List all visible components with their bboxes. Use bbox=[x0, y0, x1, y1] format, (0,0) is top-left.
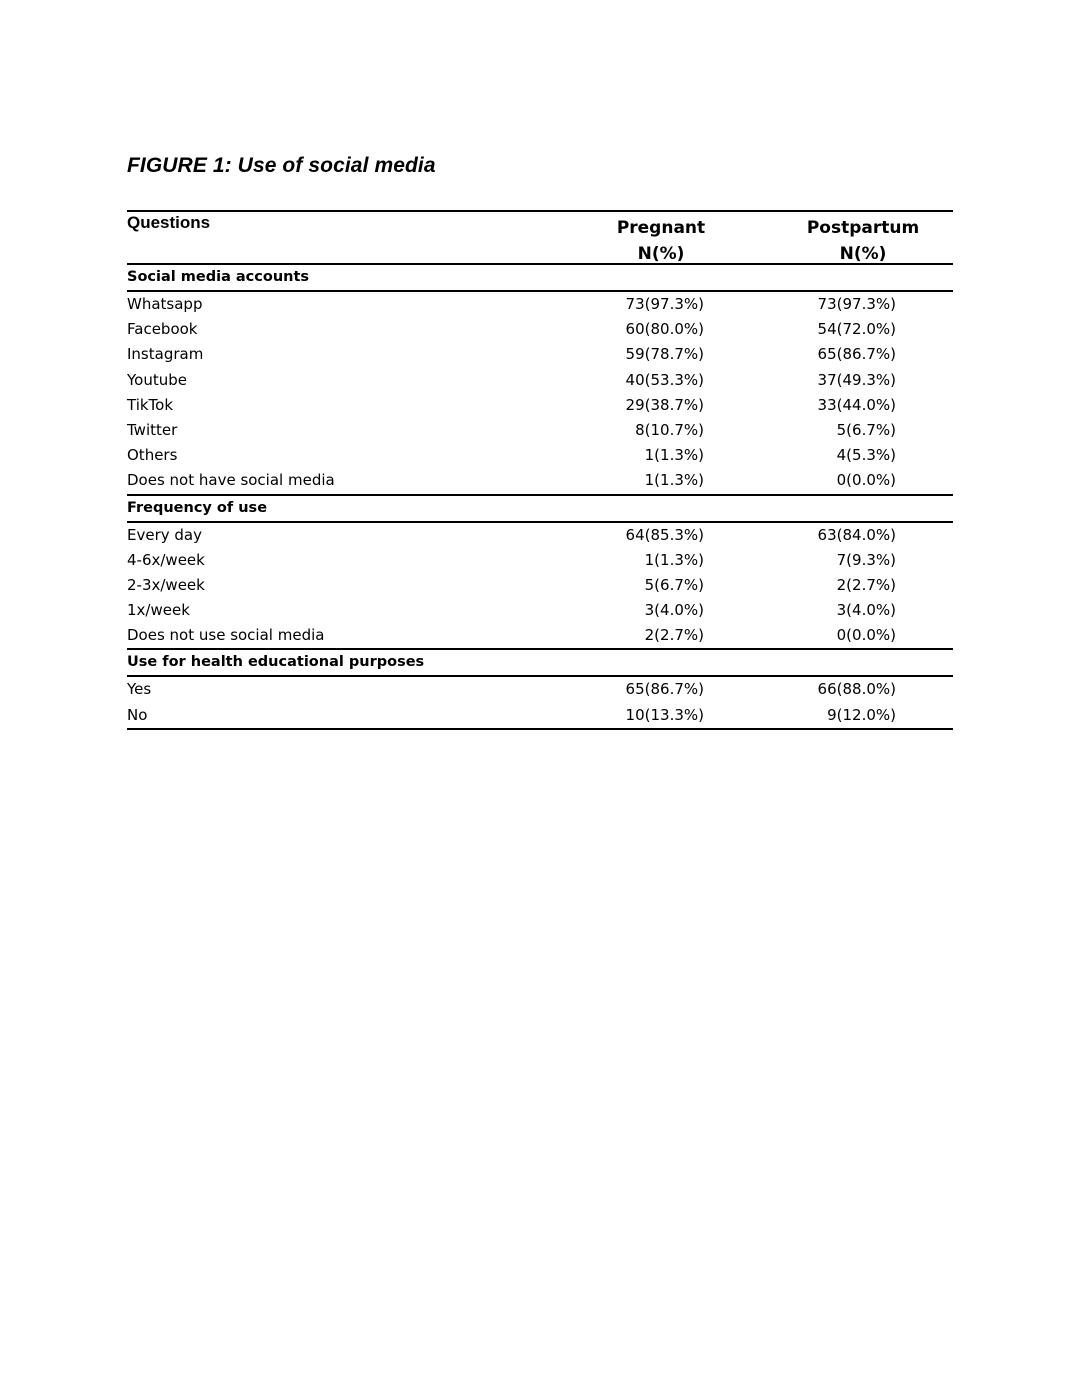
postpartum-value: 7(9.3%) bbox=[836, 550, 896, 569]
table-row bbox=[127, 677, 953, 702]
pregnant-value: 1(1.3%) bbox=[644, 471, 704, 490]
section-header: Social media accounts bbox=[127, 265, 953, 292]
postpartum-value: 0(0.0%) bbox=[836, 471, 896, 490]
postpartum-value: 5(6.7%) bbox=[836, 420, 896, 439]
postpartum-value: 54(72.0%) bbox=[817, 320, 896, 339]
table-row bbox=[127, 548, 953, 573]
row-label: Youtube bbox=[127, 370, 187, 389]
pregnant-value: 2(2.7%) bbox=[644, 626, 704, 645]
table-row bbox=[127, 418, 953, 443]
row-label: Does not use social media bbox=[127, 626, 325, 645]
row-label: Does not have social media bbox=[127, 471, 335, 490]
row-label: Twitter bbox=[127, 420, 178, 439]
section-header: Use for health educational purposes bbox=[127, 650, 953, 677]
postpartum-value: 33(44.0%) bbox=[817, 395, 896, 414]
pregnant-value: 29(38.7%) bbox=[625, 395, 704, 414]
row-label: No bbox=[127, 705, 148, 724]
postpartum-value: 73(97.3%) bbox=[817, 295, 896, 313]
row-label: 2-3x/week bbox=[127, 575, 205, 594]
postpartum-value: 66(88.0%) bbox=[817, 680, 896, 699]
pregnant-value: 1(1.3%) bbox=[644, 446, 704, 465]
pregnant-value: 8(10.7%) bbox=[635, 420, 704, 439]
postpartum-value: 63(84.0%) bbox=[817, 525, 896, 544]
postpartum-value: 3(4.0%) bbox=[836, 601, 896, 620]
pregnant-column-header bbox=[601, 215, 721, 267]
row-label: 4-6x/week bbox=[127, 550, 205, 569]
table-row bbox=[127, 393, 953, 418]
row-label: 1x/week bbox=[127, 601, 190, 620]
table-row bbox=[127, 342, 953, 367]
table-row bbox=[127, 523, 953, 548]
postpartum-value: 37(49.3%) bbox=[817, 370, 896, 389]
table-row bbox=[127, 368, 953, 393]
table-header-row bbox=[127, 212, 953, 265]
table-row bbox=[127, 573, 953, 598]
pregnant-value: 73(97.3%) bbox=[625, 295, 704, 313]
table-body bbox=[127, 265, 953, 730]
table-row bbox=[127, 598, 953, 623]
pregnant-value: 1(1.3%) bbox=[644, 550, 704, 569]
pregnant-column-name: Pregnant bbox=[616, 218, 706, 238]
pregnant-value: 64(85.3%) bbox=[625, 525, 704, 544]
pregnant-value: 5(6.7%) bbox=[644, 575, 704, 594]
postpartum-value: 9(12.0%) bbox=[827, 705, 896, 724]
row-label: Every day bbox=[127, 525, 202, 544]
table-row bbox=[127, 703, 953, 730]
figure-title: FIGURE 1: Use of social media bbox=[127, 154, 436, 177]
row-label: Yes bbox=[127, 680, 152, 699]
pregnant-value: 59(78.7%) bbox=[625, 345, 704, 364]
pregnant-value: 3(4.0%) bbox=[644, 601, 704, 620]
postpartum-value: 2(2.7%) bbox=[836, 575, 896, 594]
postpartum-value: 4(5.3%) bbox=[836, 446, 896, 465]
row-label: Others bbox=[127, 446, 178, 465]
postpartum-value: 0(0.0%) bbox=[836, 626, 896, 645]
social-media-table bbox=[127, 210, 953, 730]
questions-column-header: Questions bbox=[127, 213, 211, 232]
row-label: Facebook bbox=[127, 320, 198, 339]
pregnant-value: 10(13.3%) bbox=[625, 705, 704, 724]
table-row bbox=[127, 443, 953, 468]
row-label: TikTok bbox=[127, 395, 174, 414]
row-label: Instagram bbox=[127, 345, 204, 364]
pregnant-value: 65(86.7%) bbox=[625, 680, 704, 699]
pregnant-column-unit: N(%) bbox=[637, 244, 685, 264]
table-row bbox=[127, 292, 953, 317]
table-row bbox=[127, 468, 953, 495]
postpartum-value: 65(86.7%) bbox=[817, 345, 896, 364]
row-label: Whatsapp bbox=[127, 295, 203, 313]
postpartum-column-header bbox=[793, 215, 933, 267]
table-row bbox=[127, 623, 953, 650]
table-row bbox=[127, 317, 953, 342]
section-header: Frequency of use bbox=[127, 496, 953, 523]
pregnant-value: 60(80.0%) bbox=[625, 320, 704, 339]
pregnant-value: 40(53.3%) bbox=[625, 370, 704, 389]
postpartum-column-name: Postpartum bbox=[806, 218, 920, 238]
postpartum-column-unit: N(%) bbox=[839, 244, 887, 264]
document-page bbox=[127, 150, 953, 724]
